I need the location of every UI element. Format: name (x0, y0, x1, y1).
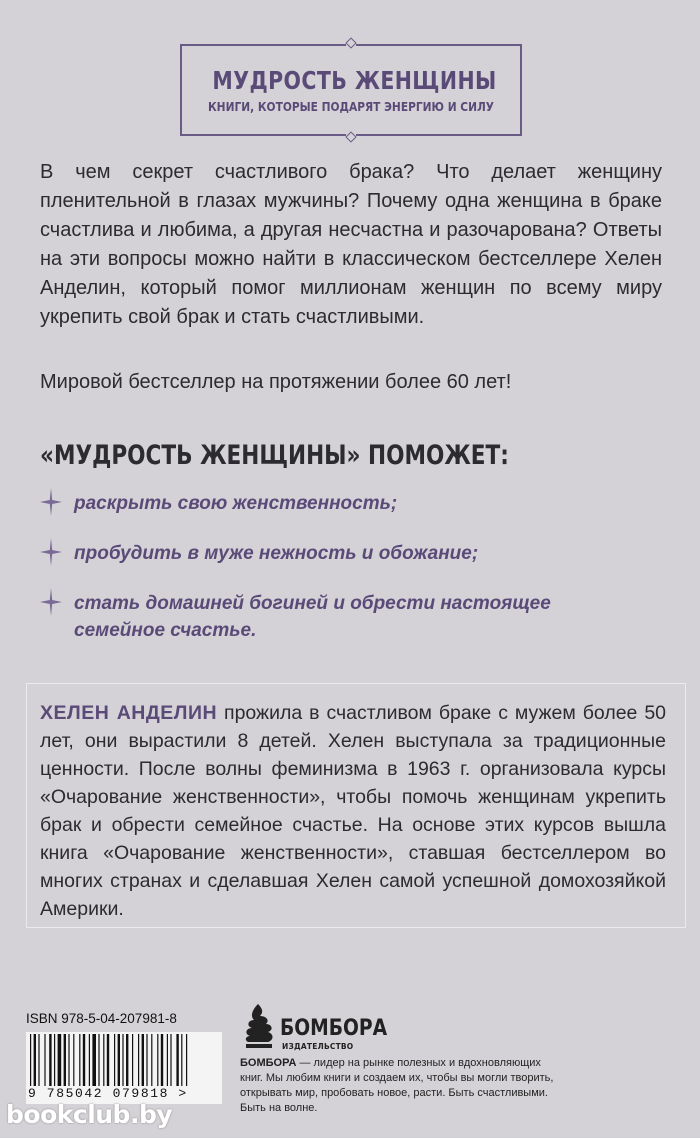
barcode-bar (114, 1034, 115, 1086)
barcode-digits: 9 785042 079818 > (26, 1086, 222, 1101)
intro-paragraph: В чем секрет счастливого брака? Что делает женщину пленительной в глазах мужчины? Почему одна женщина в браке счастлива и любима, а другая несчастна и разочарована? Ответы на эти вопросы можно найти в классическом бестселлере Хелен Анделин, который помог миллионам женщин по всему миру укрепить свой брак и стать счастливыми. (40, 161, 662, 328)
series-box (180, 44, 522, 136)
barcode-bar (49, 1034, 51, 1086)
barcode-bar (38, 1034, 39, 1086)
barcode-bar (83, 1034, 85, 1086)
barcode-bar (176, 1034, 178, 1086)
barcode-bar (103, 1034, 104, 1086)
publisher-description (240, 1056, 560, 1116)
benefit-item (40, 490, 640, 517)
barcode-bar (73, 1034, 74, 1086)
barcode-bar (44, 1034, 45, 1086)
author-paragraph (40, 699, 666, 923)
helps-heading: «МУДРОСТЬ ЖЕНЩИНЫ» ПОМОЖЕТ: (40, 440, 509, 471)
barcode-bar (79, 1034, 80, 1086)
benefit-text: пробудить в муже нежность и обожание; (74, 543, 479, 564)
diamond-icon (346, 132, 356, 142)
benefit-text: стать домашней богиней и обрести настоящее семейное счастье. (74, 593, 551, 641)
barcode-bar (138, 1034, 139, 1086)
barcode-bar (34, 1034, 36, 1086)
barcode-bar (92, 1034, 96, 1086)
barcode-bar (132, 1034, 133, 1086)
barcode-bar (146, 1034, 147, 1086)
diamond-icon (346, 38, 356, 48)
logo-sub: ИЗДАТЕЛЬСТВО (282, 1042, 354, 1051)
publisher-name: БОМБОРА (240, 1057, 297, 1069)
barcode-bar (161, 1034, 163, 1086)
barcode-bar (142, 1034, 144, 1086)
barcode-bar (118, 1034, 120, 1086)
watermark: bookclub.by (6, 1100, 173, 1129)
barcode-bar (98, 1034, 99, 1086)
sparkle-icon (40, 488, 62, 516)
barcode-bar (64, 1034, 66, 1086)
author-name: ХЕЛЕН АНДЕЛИН (40, 702, 218, 724)
sparkle-icon (40, 538, 62, 566)
barcode-bar (126, 1034, 128, 1086)
benefit-item (40, 540, 640, 567)
benefit-text: раскрыть свою женственность; (74, 493, 398, 514)
publisher-logo (240, 1002, 388, 1052)
logo-name: БОМБОРА (280, 1016, 388, 1041)
isbn: ISBN 978-5-04-207981-8 (26, 1011, 177, 1026)
barcode-bar (30, 1034, 31, 1086)
barcode-bar (89, 1034, 90, 1086)
barcode-bar (170, 1034, 171, 1086)
publisher-tagline: — лидер на рынке полезных и вдохновляющих книг. Мы любим книги и создаем их, чтобы вы могли творить, открывать мир, пробовать новое, расти. Быть счастливыми. Быть на волне. (240, 1057, 554, 1114)
barcode-bar (68, 1034, 69, 1086)
author-bio: прожила в счастливом браке с мужем более 50 лет, они вырастили 8 детей. Хелен выступала за традиционные ценности. После волны феминизма в 1963 г. организовала курсы «Очарование женственности», чтобы помочь женщинам укрепить брак и обрести семейное счастье. На основе этих курсов вышла книга «Очарование женственности», ставшая бестселлером во многих странах и сделавшая Хелен самой успешной домохозяйкой Америки. (40, 702, 667, 920)
sparkle-icon (40, 588, 62, 616)
barcode-bar (157, 1034, 158, 1086)
barcode-bar (107, 1034, 109, 1086)
series-subtitle: КНИГИ, КОТОРЫЕ ПОДАРЯТ ЭНЕРГИЮ И СИЛУ (207, 99, 494, 114)
barcode-bar (181, 1034, 182, 1086)
series-title: МУДРОСТЬ ЖЕНЩИНЫ (212, 66, 497, 95)
logo-mark-icon (240, 1002, 280, 1052)
barcode-bar (167, 1034, 168, 1086)
barcode-bar (54, 1034, 55, 1086)
barcode-bar (122, 1034, 123, 1086)
barcode-bar (58, 1034, 62, 1086)
benefit-item (40, 590, 620, 644)
bestseller-line: Мировой бестселлер на протяжении более 60 лет! (40, 371, 512, 393)
barcode-bar (151, 1034, 152, 1086)
barcode-bar (186, 1034, 187, 1086)
